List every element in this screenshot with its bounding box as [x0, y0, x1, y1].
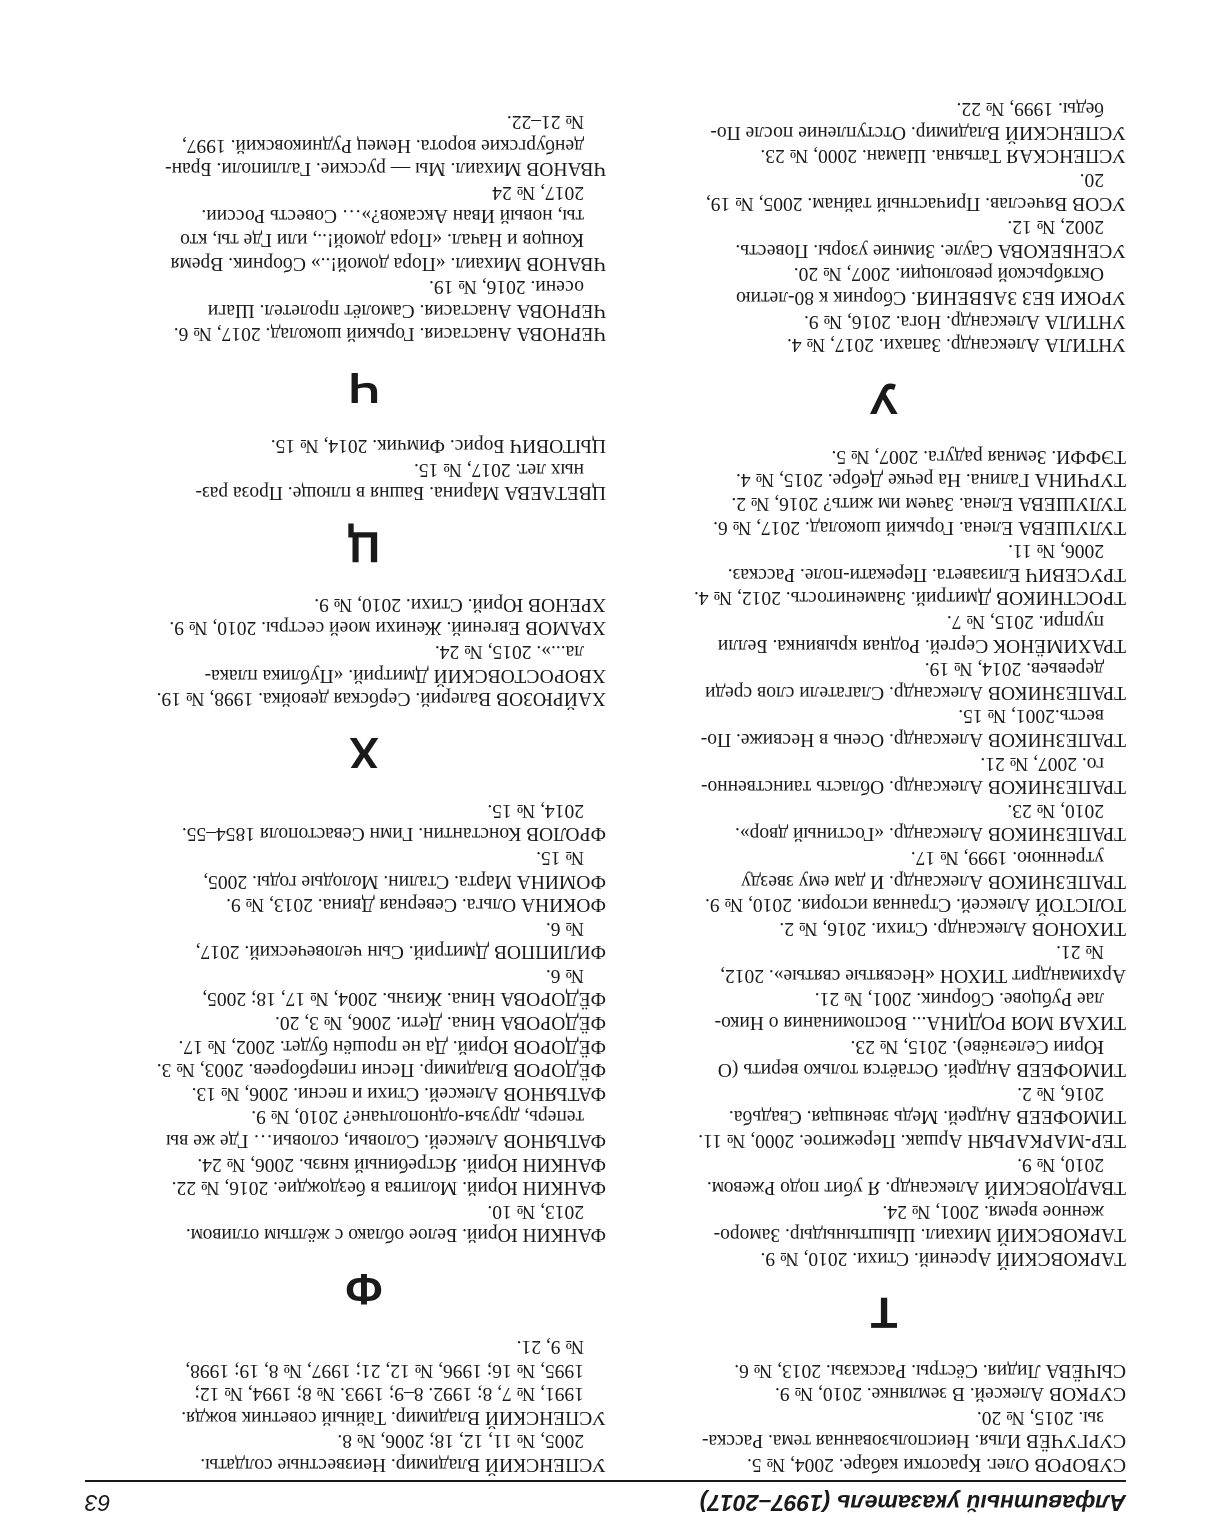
index-entry: ТРАПЕЗНИКОВ Александр. Слагатели слов среди деревьев. 2014, № 19.: [705, 658, 1126, 703]
index-entry: ТРАПЕЗНИКОВ Александр. И дам ему звезду утреннюю. 1999, № 17.: [741, 846, 1126, 892]
page-number: 63: [85, 1490, 111, 1516]
index-entry: УНТИЛА Александр. Нога. 2016, № 9.: [803, 310, 1126, 332]
index-entry: УСПЕНСКИЙ Владимир. Тайный советник вождя. 1991, № 7, 8; 1992. 8–9; 1993. № 8; 1994, № 12; 1995, № 16; 1996, № 12, 21; 1997, № 8, 19; 1998, № 9, 21.: [181, 1336, 606, 1428]
index-entry: ТИХОНОВ Александр. Стихи. 2016, № 2.: [779, 917, 1126, 939]
index-entry: УСПЕНСКАЯ Татьяна. Шаман. 2000, № 23.: [760, 145, 1126, 167]
section-letter: У: [870, 374, 898, 424]
index-entry: ФЁДОРОВА Нина. Дети. 2006, № 3, 20.: [275, 1012, 606, 1034]
index-entry: УСПЕНСКИЙ Владимир. Отступление после По- беды. 1999, № 22.: [710, 98, 1126, 143]
index-entry: УСОВ Вячеслав. Причастный тайнам. 2005, № 19, 20.: [705, 169, 1126, 214]
index-entry: ЦВЕТАЕВА Марина. Башня в плюще. Проза раз- ных лет. 2017, № 15.: [195, 458, 606, 504]
index-entry: ТАРКОВСКИЙ Михаил. Шыштыныдыр. Заморо- женное время. 2001, № 24.: [713, 1200, 1126, 1246]
index-entry: ТРУСЕВИЧ Елизавета. Перекати-поле. Рассказ. 2006, № 11.: [727, 540, 1126, 585]
index-entry: ФОКИНА Ольга. Северная Двина. 2013, № 9.: [226, 894, 606, 916]
index-entry: УСПЕНСКИЙ Владимир. Неизвестные солдаты. 2005, № 11, 12, 18; 2006, № 8.: [200, 1430, 606, 1475]
index-entry: УСЕНБЕКОВА Сауле. Зимние узоры. Повесть. 2002, № 12.: [735, 216, 1126, 261]
index-entry: ФАТЬЯНОВ Алексей. Стихи и песни. 2006, № 13.: [191, 1082, 606, 1104]
index-entry: ХВОРОСТОВСКИЙ Дмитрий. «Публика плака- ла...». 2015, № 24.: [204, 640, 606, 686]
index-entry: ХРАМОВ Евгений. Женихи моей сестры. 2010, № 9.: [169, 617, 606, 639]
index-entry: ТАРКОВСКИЙ Арсений. Стихи. 2010, № 9.: [760, 1248, 1126, 1270]
index-entry: ТУЛУШЕВА Елена. Горький шоколад. 2017, № 6.: [713, 516, 1126, 538]
index-entry: ЧЕРНОВА Анастасия. Горький шоколад. 2017, № 6.: [173, 323, 606, 345]
index-entry: ФАНКИН Юрий. Ястребиный князь. 2006, № 24.: [197, 1153, 606, 1175]
index-entry: ТИМОФЕЕВ Андрей. Медь звенящая. Свадьба. 2016, № 2.: [728, 1082, 1126, 1128]
index-entry: ТРАПЕЗНИКОВ Александр. Осень в Несвиже. По- весть.2001, № 15.: [700, 705, 1126, 750]
index-entry: ТУРЧИНА Галина. На речке Дебре. 2015, № 4.: [736, 469, 1126, 491]
index-entry: ФАНКИН Юрий. Белое облако с жёлтым отливом. 2013, № 10.: [185, 1200, 606, 1246]
left-column: [642, 97, 1126, 1476]
section-letter: Т: [870, 1288, 898, 1338]
index-entry: ЧВАНОВ Михаил. Мы — русские. Галлиполи. Бран- денбургские ворота. Немец Рудниковский. 1997, № 21–22.: [165, 111, 606, 180]
index-entry: ХАЙРЮЗОВ Валерий. Сербская девойка. 1998, № 19.: [156, 688, 606, 710]
right-column: [122, 109, 606, 1476]
index-entry: ФАТЬЯНОВ Алексей. Соловьи, соловьи… Где же вы теперь, друзья-однополчане? 2010, № 9.: [166, 1106, 606, 1152]
index-entry: ТЕР-МАРКАРЬЯН Аршак. Пережитое. 2000, № 11.: [698, 1130, 1126, 1152]
section-letter: Ц: [347, 522, 381, 572]
index-entry: ФОМИНА Марта. Сталин. Молодые годы. 2005, № 15.: [203, 846, 606, 892]
index-entry: ФИЛИППОВ Дмитрий. Сын человеческий. 2017, № 6.: [195, 917, 606, 963]
index-entry: ТЭФФИ. Земная радуга. 2007, № 5.: [831, 445, 1126, 467]
section-letter: Ф: [345, 1264, 383, 1314]
index-entry: ТРАХИМЁНОК Сергей. Родная крывинка. Белли пурпри. 2015, № 7.: [717, 611, 1126, 656]
index-entry: СУВОРОВ Олег. Красотки кабаре. 2004, № 5.: [747, 1454, 1126, 1475]
index-entry: ТВАРДОВСКИЙ Александр. Я убит подо Ржевом. 2010, № 9.: [706, 1153, 1126, 1199]
index-entry: ФЁДОРОВ Владимир. Песни гипербореев. 2003, № 3.: [156, 1059, 606, 1081]
index-entry: ЦЫТОВИЧ Борис. Фимчик. 2014, № 15.: [270, 435, 606, 456]
index-entry: СЫЧЁВА Лидия. Сёстры. Рассказы. 2013, № 6.: [734, 1359, 1126, 1381]
running-title: Алфавитный указатель (1997–2017): [699, 1490, 1126, 1516]
section-letter: Х: [349, 728, 379, 778]
index-entry: ТРАПЕЗНИКОВ Александр. Область таинственно- го. 2007, № 21.: [700, 752, 1126, 798]
index-entry: УНТИЛА Александр. Запахи. 2017, № 4.: [787, 334, 1126, 356]
index-entry: ФЁДОРОВА Нина. Жизнь. 2004, № 17, 18; 2005, № 6.: [202, 964, 606, 1010]
index-entry: ЧЕРНОВА Анастасия. Самолёт пролетел. Шаги осени. 2016, № 19.: [207, 276, 606, 321]
index-entry: ЧВАНОВ Михаил. «Пора домой!..» Сборник. Время Концов и Начал. «Пора домой!.., или Где ты, кто ты, новый Иван Аксаков?»… Совесть России. 2017, № 24: [170, 181, 606, 274]
index-entry: ТРАПЕЗНИКОВ Александр. «Гостиный двор». 2010, № 23.: [735, 799, 1126, 845]
index-entry: ФРОЛОВ Константин. Гимн Севастополя 1854–55. 2014, № 15.: [181, 799, 606, 845]
index-entry: ФАНКИН Юрий. Молитва в бездождие. 2016, № 22.: [171, 1177, 606, 1199]
index-entry: СУРКОВ Алексей. В землянке. 2010, № 9.: [774, 1383, 1126, 1405]
index-entry: ТРОСТНИКОВ Дмитрий. Знаменитость. 2012, № 4.: [694, 587, 1126, 609]
index-entry: УРОКИ БЕЗ ЗАБВЕНИЯ. Сборник к 80-летию Октябрьской революции. 2007, № 20.: [736, 263, 1126, 309]
index-entry: ХРЕНОВ Юрий. Стихи. 2010, № 9.: [314, 593, 606, 615]
index-entry: ТИХАЯ МОЯ РОДИНА... Воспоминания о Нико- лае Рубцове. Сборник. 2001, № 21.: [714, 988, 1126, 1034]
index-entry: ТУЛУШЕВА Елена. Зачем им жить? 2016, № 2.: [731, 493, 1126, 515]
section-letter: Ч: [348, 363, 380, 413]
index-entry: СУРГУЧЁВ Илья. Неиспользованная тема. Расска- зы. 2015, № 20.: [702, 1406, 1126, 1452]
index-entry: ТОЛСТОЙ Алексей. Странная история. 2010, № 9.: [704, 894, 1126, 916]
index-entry: ТИМОФЕЕВ Андрей. Остаётся только верить (О Юрии Селезнёве). 2015, № 23.: [717, 1035, 1126, 1081]
index-entry: ФЁДОРОВ Юрий. Да не прошён будет. 2002, № 17.: [178, 1035, 606, 1057]
page-header: [85, 1480, 1126, 1522]
index-entry: Архимандрит ТИХОН «Несвятые святые». 2012, № 21.: [720, 941, 1126, 986]
